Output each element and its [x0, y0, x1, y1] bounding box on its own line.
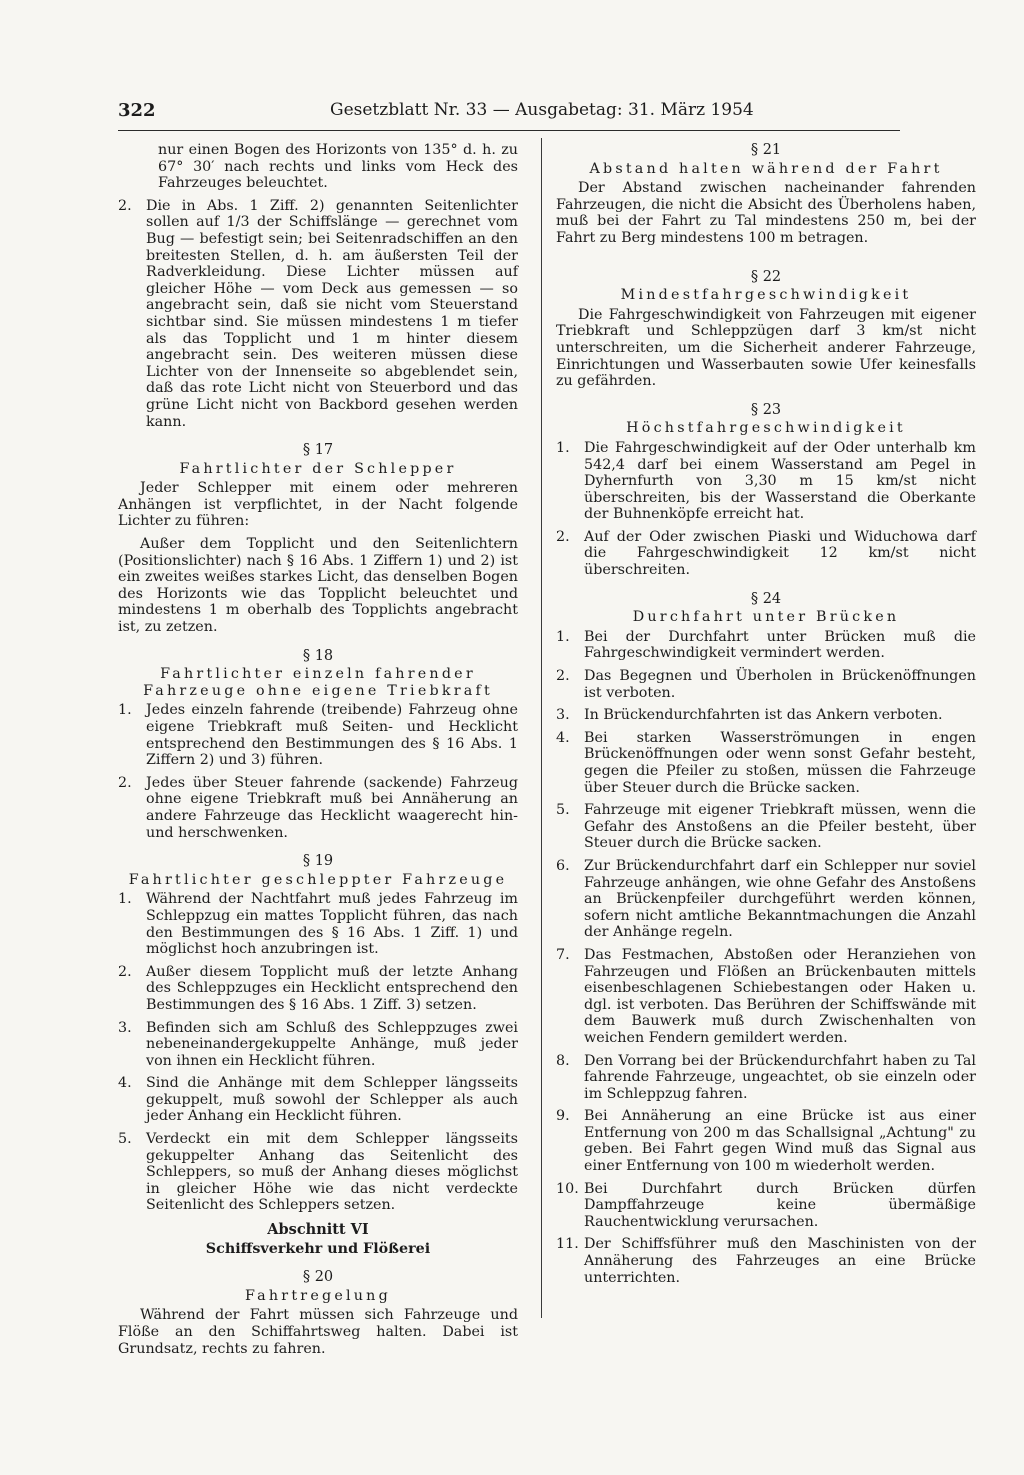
item-number: 4.: [118, 1075, 132, 1092]
continued-paragraph: nur einen Bogen des Horizonts von 135° d. h. zu 67° 30′ nach rechts und links vom Heck des Fahrzeuges beleuchtet.: [158, 142, 518, 192]
item-text: Verdeckt ein mit dem Schlepper längsseits gekuppelter Anhang das Seitenlicht des Schleppers, so muß der Anhang dieses möglichst in gleicher Höhe wie das nicht verdeckte Seitenlicht des Schleppers setzen.: [146, 1131, 518, 1214]
item-number: 10.: [556, 1180, 579, 1197]
item-text: In Brückendurchfahrten ist das Ankern verboten.: [584, 707, 943, 724]
list-item: [556, 858, 976, 941]
list-item: [118, 1020, 518, 1070]
list-item: [118, 1075, 518, 1125]
item-text: Das Begegnen und Überholen in Brückenöffnungen ist verboten.: [584, 668, 976, 701]
item-text: Die Fahrgeschwindigkeit auf der Oder unterhalb km 542,4 darf bei einem Wasserstand am Pegel in Dyhernfurth von 3,30 m 15 km/st nicht überschreiten, bis der Wasserstand die Oberkante der Buhnenköpfe erreicht hat.: [584, 439, 976, 523]
section-number: § 17: [302, 442, 334, 459]
item-number: 6.: [556, 857, 570, 874]
section-number: § 20: [302, 1269, 334, 1286]
column-divider: [541, 138, 542, 1318]
list-item: [556, 947, 976, 1047]
list-item: [556, 629, 976, 662]
section-number: § 19: [302, 853, 334, 870]
section-title: Abstand halten während der Fahrt: [589, 160, 943, 177]
list-item: [556, 1236, 976, 1286]
chapter-title: Schiffsverkehr und Flößerei: [205, 1240, 431, 1257]
item-number: 2.: [556, 668, 570, 685]
item-text: Sind die Anhänge mit dem Schlepper längsseits gekuppelt, muß sowohl der Schlepper als auch jeder Anhang ein Hecklicht führen.: [146, 1075, 518, 1125]
section-number: § 24: [750, 590, 782, 607]
item-text: Bei starken Wasserströmungen in engen Brückenöffnungen oder wenn sonst Gefahr besteht, gegen die Pfeiler zu stoßen, müssen die Fahrzeuge über Steuer durch die Brücke sacken.: [584, 729, 976, 796]
list-item: [556, 730, 976, 796]
item-number: 2.: [556, 528, 570, 545]
list-item: [556, 1181, 976, 1231]
section-title: Fahrtlichter geschleppter Fahrzeuge: [128, 871, 508, 888]
list-item: [556, 802, 976, 852]
item-number: 2.: [118, 963, 132, 980]
list-item: [118, 775, 518, 841]
section-title: Fahrtlichter der Schlepper: [179, 460, 457, 477]
page-header: [118, 98, 898, 132]
list-item: [556, 440, 976, 523]
item-text: Bei der Durchfahrt unter Brücken muß die Fahrgeschwindigkeit vermindert werden.: [584, 628, 976, 662]
section-number: § 18: [302, 647, 334, 664]
item-number: 5.: [118, 1131, 132, 1148]
paragraph: Der Abstand zwischen nacheinander fahrenden Fahrzeugen, die nicht die Absicht des Überholens haben, muß bei der Fahrt zu Tal mindestens 250 m, bei der Fahrt zu Berg mindestens 100 m betragen.: [556, 180, 976, 246]
left-column: [118, 142, 518, 1363]
item-text: Außer diesem Topplicht muß der letzte Anhang des Schleppzuges ein Hecklicht entsprechend den Bestimmungen des § 16 Abs. 1 Ziff. 3) setzen.: [146, 963, 518, 1013]
item-number: 7.: [556, 946, 570, 963]
item-number: 9.: [556, 1108, 570, 1125]
section-number: § 22: [750, 268, 782, 285]
section-title: Mindestfahrgeschwindigkeit: [620, 287, 912, 304]
item-number: 1.: [118, 702, 132, 719]
item-text: Der Schiffsführer muß den Maschinisten von der Annäherung des Fahrzeuges an eine Brücke unterrichten.: [584, 1236, 976, 1286]
item-number: 3.: [556, 707, 570, 724]
section-number: § 23: [750, 401, 782, 418]
list-item: [556, 529, 976, 579]
item-number: 11.: [556, 1236, 579, 1253]
page-number: 322: [118, 100, 156, 121]
right-column: [556, 142, 976, 1292]
header-rule: [118, 130, 900, 131]
list-item: [556, 1053, 976, 1103]
list-item: [118, 702, 518, 768]
paragraph: Außer dem Topplicht und den Seitenlichtern (Positionslichter) nach § 16 Abs. 1 Ziffern 1) und 2) ist ein zweites weißes starkes Licht, das denselben Bogen des Horizonts wie das Topplicht beleuchtet und mindestens 1 m oberhalb des Topplichts angebracht ist, zu zetzen.: [118, 536, 518, 636]
list-item: [118, 1131, 518, 1214]
item-number: 1.: [556, 628, 570, 645]
item-text: Jedes über Steuer fahrende (sackende) Fahrzeug ohne eigene Triebkraft muß bei Annäherung an andere Fahrzeuge das Hecklicht waagerecht hin- und herschwenken.: [146, 774, 518, 841]
section-title: Durchfahrt unter Brücken: [632, 609, 900, 626]
item-number: 8.: [556, 1052, 570, 1069]
item-number: 2.: [118, 197, 132, 214]
item-text: Auf der Oder zwischen Piaski und Widuchowa darf die Fahrgeschwindigkeit 12 km/st nicht überschreiten.: [584, 528, 976, 579]
paragraph: Während der Fahrt müssen sich Fahrzeuge und Flöße an den Schiffahrtsweg halten. Dabei ist Grundsatz, rechts zu fahren.: [118, 1307, 518, 1357]
list-item: [556, 1108, 976, 1174]
list-item: [118, 198, 518, 430]
section-title: Fahrtlichter einzeln fahrender Fahrzeuge ohne eigene Triebkraft: [143, 666, 493, 699]
item-number: 3.: [118, 1019, 132, 1036]
item-number: 4.: [556, 729, 570, 746]
section-title: Fahrtregelung: [245, 1287, 391, 1304]
item-number: 1.: [556, 439, 570, 456]
list-item: [118, 891, 518, 957]
item-text: Bei Durchfahrt durch Brücken dürfen Dampffahrzeuge keine übermäßige Rauchentwicklung verursachen.: [584, 1180, 976, 1230]
list-item: [556, 707, 976, 724]
section-title: Höchstfahrgeschwindigkeit: [626, 420, 906, 437]
section-number: § 21: [750, 142, 782, 158]
item-text: Das Festmachen, Abstoßen oder Heranziehen von Fahrzeugen und Flößen an Brückenbauten mittels eisenbeschlagenen Schiebestangen oder Haken u. dgl. ist verboten. Das Berühren der Schiffswände mit dem Bauwerk muß durch Zwischenhalten von weichen Fendern gemildert werden.: [584, 946, 976, 1046]
item-number: 1.: [118, 891, 132, 908]
item-text: Die in Abs. 1 Ziff. 2) genannten Seitenlichter sollen auf 1/3 der Schiffslänge — gerechnet vom Bug — befestigt sein; bei Seitenradschiffen an den breitesten Stellen, d. h. am äußersten Teil der Radverkleidung. Diese Lichter müssen auf gleicher Höhe — vom Deck aus gemessen — so angebracht sein, daß sie nicht vom Steuerstand sichtbar sind. Sie müssen mindestens 1 m tiefer als das Topplicht und 1 m hinter diesem angebracht sein. Des weiteren müssen diese Lichter von der Innenseite so abgeblendet sein, daß das rote Licht nicht von Steuerbord und das grüne Licht nicht von Backbord gesehen werden kann.: [146, 197, 518, 430]
item-text: Zur Brückendurchfahrt darf ein Schlepper nur soviel Fahrzeuge anhängen, wie ohne Gefahr des Anstoßens an Brückenpfeiler durchgeführt werden können, sofern nicht amtliche Bekanntmachungen die Anzahl der Anhänge regeln.: [584, 857, 976, 941]
item-text: Bei Annäherung an eine Brücke ist aus einer Entfernung von 200 m das Schallsignal „Achtung" zu geben. Bei Fahrt gegen Wind muß das Signal aus einer Entfernung von 100 m wiederholt werden.: [584, 1108, 976, 1175]
item-text: Während der Nachtfahrt muß jedes Fahrzeug im Schleppzug ein mattes Topplicht führen, das nach den Bestimmungen des § 16 Abs. 1 Ziff. 1) und möglichst hoch anzubringen ist.: [146, 891, 518, 958]
item-number: 2.: [118, 774, 132, 791]
paragraph: Die Fahrgeschwindigkeit von Fahrzeugen mit eigener Triebkraft und Schleppzügen darf 3 km/st nicht unterschreiten, um die Sicherheit anderer Fahrzeuge, Einrichtungen und Wasserbauten sowie Ufer keinesfalls zu gefährden.: [556, 306, 976, 390]
item-number: 5.: [556, 802, 570, 819]
list-item: [556, 668, 976, 701]
item-text: Den Vorrang bei der Brückendurchfahrt haben zu Tal fahrende Fahrzeuge, ungeachtet, ob sie einzeln oder im Schleppzug fahren.: [584, 1052, 976, 1102]
item-text: Jedes einzeln fahrende (treibende) Fahrzeug ohne eigene Triebkraft muß Seiten- und Hecklicht entsprechend den Bestimmungen des § 16 Abs. 1 Ziffern 2) und 3) führen.: [146, 702, 518, 769]
item-text: Fahrzeuge mit eigener Triebkraft müssen, wenn die Gefahr des Anstoßens an die Pfeiler besteht, über Steuer durch die Brücke sacken.: [584, 802, 976, 852]
paragraph: Jeder Schlepper mit einem oder mehreren Anhängen ist verpflichtet, in der Nacht folgende Lichter zu führen:: [118, 480, 518, 530]
list-item: [118, 964, 518, 1014]
chapter-heading: Abschnitt VI: [267, 1221, 369, 1239]
item-text: Befinden sich am Schluß des Schleppzuges zwei nebeneinandergekuppelte Anhänge, muß jeder von ihnen ein Hecklicht führen.: [146, 1019, 518, 1069]
running-title: Gesetzblatt Nr. 33 — Ausgabetag: 31. März 1954: [330, 100, 754, 120]
